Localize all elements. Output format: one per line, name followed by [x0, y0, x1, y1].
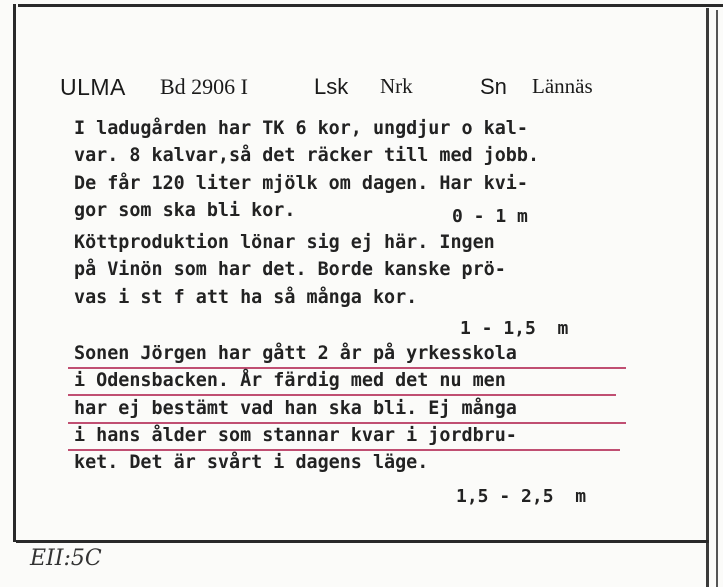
- text-line: vas i st f att ha så många kor.: [74, 287, 418, 308]
- parish-label: Sn: [480, 74, 507, 99]
- text-line: på Vinön som har det. Borde kanske prö-: [74, 259, 506, 280]
- tape-position: 1 - 1,5 m: [460, 318, 569, 339]
- text-line: i Odensbacken. År färdig med det nu men: [74, 370, 506, 391]
- card-edge-bottom: [16, 540, 709, 543]
- card-edge-top: [18, 4, 723, 7]
- text-line: ket. Det är svårt i dagens läge.: [74, 452, 429, 473]
- underline-mark: [68, 422, 626, 424]
- record-number: Bd 2906 I: [160, 74, 248, 99]
- card-header: [60, 74, 660, 108]
- tape-position: 1,5 - 2,5 m: [456, 486, 587, 507]
- tape-position: 0 - 1 m: [452, 206, 528, 227]
- underline-mark: [68, 367, 626, 369]
- province-value: Nrk: [380, 74, 413, 98]
- underline-mark: [68, 394, 616, 396]
- text-line: har ej bestämt vad han ska bli. Ej många: [74, 398, 517, 419]
- card-edge-left: [13, 4, 16, 542]
- text-line: var. 8 kalvar,så det räcker till med jobb.: [74, 145, 540, 166]
- text-line: gor som ska bli kor.: [74, 200, 296, 221]
- card-edge-right-outer: [716, 10, 718, 587]
- text-line: Köttproduktion lönar sig ej här. Ingen: [74, 232, 495, 253]
- parish-value: Lännäs: [532, 74, 593, 98]
- card-edge-right: [706, 8, 709, 587]
- province-label: Lsk: [314, 74, 349, 99]
- text-line: Sonen Jörgen har gått 2 år på yrkesskola: [74, 343, 517, 364]
- text-line: i hans ålder som stannar kvar i jordbru-: [74, 425, 517, 446]
- text-line: I ladugården har TK 6 kor, ungdjur o kal-: [74, 118, 528, 139]
- underline-mark: [68, 449, 620, 451]
- informant-name: ULMA: [60, 74, 126, 100]
- text-line: De får 120 liter mjölk om dagen. Har kvi-: [74, 173, 528, 194]
- archive-shelf-mark: EII:5C: [30, 546, 102, 571]
